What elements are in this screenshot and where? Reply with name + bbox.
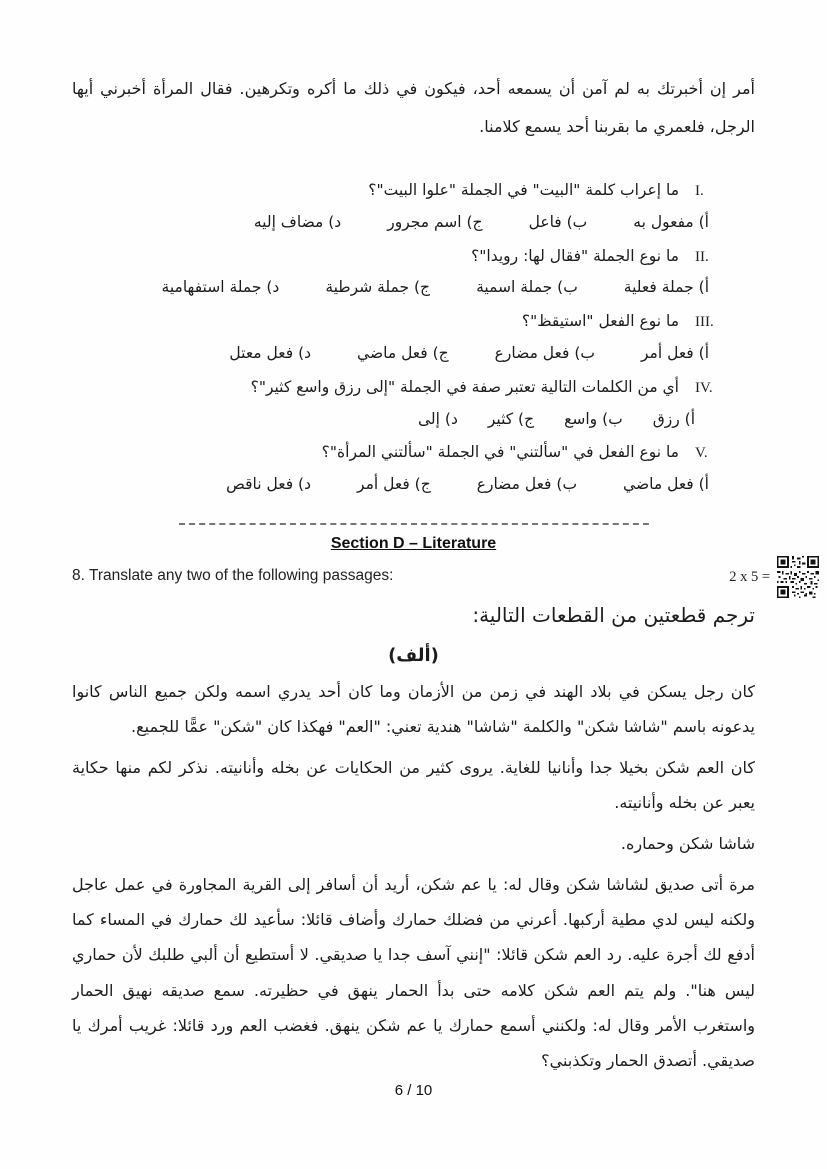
option: د) فعل معتل [229, 344, 312, 363]
question-text: ما إعراب كلمة "البيت" في الجملة "علوا البيت"؟ [368, 181, 679, 200]
option: ج) فعل أمر [357, 475, 431, 494]
question [72, 306, 755, 370]
options-row [72, 404, 755, 436]
option: ج) اسم مجرور [387, 212, 483, 231]
question [72, 372, 755, 436]
passage-subtitle: شاشا شكن وحماره. [620, 833, 755, 853]
question-number: IV. [695, 379, 713, 396]
question-text: أي من الكلمات التالية تعتبر صفة في الجملة "إلى رزق واسع كثير"؟ [250, 377, 679, 396]
question-8-instruction-ar: ترجم قطعتين من القطعات التالية: [472, 602, 755, 627]
question [72, 437, 755, 501]
literature-passage [72, 645, 755, 1078]
section-title: Section D – Literature [330, 534, 497, 552]
option: ب) فعل مضارع [476, 475, 578, 494]
question [72, 241, 755, 305]
marks-label: 2 x 5 = [729, 568, 770, 585]
marks-and-qr [729, 556, 819, 598]
passage-label: (ألف) [388, 644, 439, 666]
option: ب) جملة اسمية [476, 278, 578, 297]
option: أ) رزق [652, 409, 695, 428]
option: د) فعل ناقص [226, 475, 312, 494]
qr-code [777, 556, 819, 598]
option: د) مضاف إليه [253, 212, 342, 231]
option: ج) كثير [487, 409, 535, 428]
option: أ) مفعول به [633, 212, 709, 231]
options-row [72, 207, 755, 239]
passage-paragraph: كان رجل يسكن في بلاد الهند في زمن من الأزمان وما كان أحد يدري اسمه ولكن جميع الناس كانوا يدعونه باسم "شاشا شكن" والكلمة "شاشا" هندية تعني: "العم" فهكذا كان "شكن" عمًّا للجميع. [72, 681, 755, 737]
options-row [72, 272, 755, 304]
question-text: ما نوع الجملة "فقال لها: رويدا"؟ [471, 246, 679, 265]
passage-paragraph: مرة أتى صديق لشاشا شكن وقال له: يا عم شكن، أريد أن أسافر إلى القرية المجاورة في عمل عاجل ولكنه ليس لدي مطية أركبها. أعرني من فضلك حمارك وأضاف قائلا: سأعيد لك حمارك في المساء كما أدفع لك أجرة عليه. رد العم شكن قائلا: "إنني آسف جدا يا صديقي. لا أستطيع أن ألبي طلبك لأن حماري ليس هنا". ولم يتم العم شكن كلامه حتى بدأ الحمار ينهق في حظيرته. سمع صديقه نهيق الحمار واستغرب الأمر وقال له: ولكنني أسمع حمارك يا عم شكن ينهق. فغضب العم ورد قائلا: غريب أمرك يا صديقي. أتصدق الحمار وتكذبني؟ [72, 874, 755, 1070]
passage-paragraph: كان العم شكن بخيلا جدا وأنانيا للغاية. يروى كثير من الحكايات عن بخله وأنانيته. نذكر لكم منها حكاية يعبر عن بخله وأنانيته. [72, 758, 755, 813]
page-number: 6 / 10 [394, 1082, 433, 1099]
question-text: ما نوع الفعل "استيقظ"؟ [521, 312, 679, 331]
question [72, 175, 755, 239]
intro-paragraph: أمر إن أخبرتك به لم آمن أن يسمعه أحد، فيكون في ذلك ما أكره وتكرهين. فقال المرأة أخبرني أيها الرجل، فلعمري ما بقربنا أحد يسمع كلامنا. [72, 79, 755, 136]
option: ب) واسع [564, 409, 623, 428]
mcq-section [72, 175, 755, 501]
options-row [72, 338, 755, 370]
option: أ) فعل ماضي [623, 475, 709, 494]
question-number: II. [695, 248, 709, 265]
option: ب) فعل مضارع [494, 344, 595, 363]
options-row [72, 469, 755, 501]
option: ج) جملة شرطية [325, 278, 431, 297]
option: ج) فعل ماضي [357, 344, 449, 363]
option: ب) فاعل [528, 212, 588, 231]
question-text: ما نوع الفعل في "سألتني" في الجملة "سألتني المرأة"؟ [321, 443, 679, 462]
option: أ) فعل أمر [641, 344, 709, 363]
dashed-divider [179, 523, 649, 525]
question-8-instruction-en: 8. Translate any two of the following passages: [72, 566, 394, 584]
option: د) جملة استفهامية [161, 278, 280, 297]
option: أ) جملة فعلية [623, 278, 709, 297]
question-number: I. [695, 183, 704, 200]
question-number: III. [695, 314, 714, 331]
question-number: V. [695, 445, 708, 462]
option: د) إلى [418, 409, 458, 428]
